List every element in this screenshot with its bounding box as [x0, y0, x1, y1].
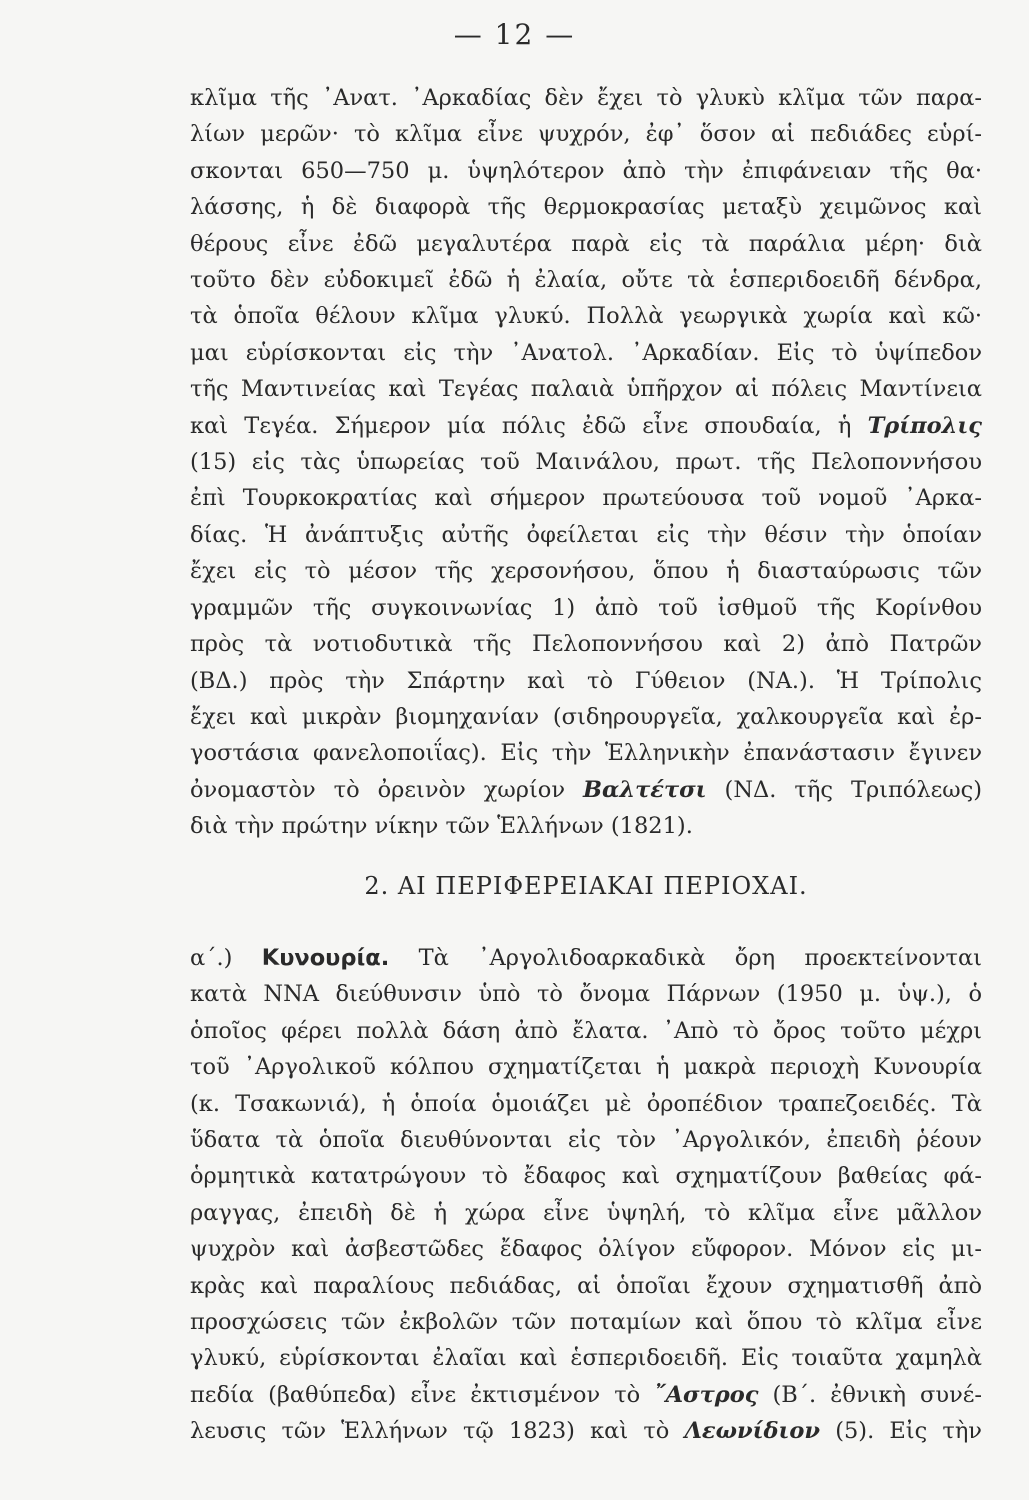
text-line: ὀνομαστὸν τὸ ὀρεινὸν χωρίον Βαλτέτσι (ΝΔ. τῆς Τριπόλεως): [190, 776, 982, 803]
place-name-valtetsi: Βαλτέτσι: [583, 776, 707, 803]
text-line: γραμμῶν τῆς συγκοινωνίας 1) ἀπὸ τοῦ ἰσθμοῦ τῆς Κορίνθου: [190, 594, 982, 621]
text-line: τὰ ὁποῖα θέλουν κλῖμα γλυκύ. Πολλὰ γεωργικὰ χωρία καὶ κῶ·: [190, 303, 982, 330]
text-line: θέρους εἶνε ἐδῶ μεγαλυτέρα παρὰ εἰς τὰ παράλια μέρη· διὰ: [190, 230, 982, 257]
place-name-astros: ῎Αστρος: [654, 1381, 759, 1408]
subsection-title-kynouria: Κυνουρία.: [261, 945, 390, 971]
text-line: λάσσης, ἡ δὲ διαφορὰ τῆς θερμοκρασίας μεταξὺ χειμῶνος καὶ: [190, 194, 982, 221]
paragraph-kynouria: [190, 940, 982, 1450]
text-line: κατὰ ΝΝΑ διεύθυνσιν ὑπὸ τὸ ὄνομα Πάρνων (1950 μ. ὑψ.), ὁ: [190, 981, 982, 1008]
text-line: γοστάσια φανελοποιΐας). Εἰς τὴν Ἑλληνικὴν ἐπανάστασιν ἔγινεν: [190, 740, 982, 767]
text-line: μαι εὑρίσκονται εἰς τὴν ᾿Ανατολ. ᾿Αρκαδίαν. Εἰς τὸ ὑψίπεδον: [190, 339, 982, 366]
text-line: (κ. Τσακωνιά), ἡ ὁποία ὁμοιάζει μὲ ὀροπέδιον τραπεζοειδές. Τὰ: [190, 1090, 982, 1117]
text-line: κλῖμα τῆς ᾿Ανατ. ᾿Αρκαδίας δὲν ἔχει τὸ γλυκὺ κλῖμα τῶν παρα-: [190, 85, 982, 111]
place-name-tripolis: Τρίπολις: [867, 412, 982, 439]
text-line: καὶ Τεγέα. Σήμερον μία πόλις ἐδῶ εἶνε σπουδαία, ἡ Τρίπολις: [190, 412, 982, 439]
text-line: γλυκύ, εὑρίσκονται ἐλαῖαι καὶ ἑσπεριδοειδῆ. Εἰς τοιαῦτα χαμηλὰ: [190, 1345, 982, 1372]
text-line: πρὸς τὰ νοτιοδυτικὰ τῆς Πελοποννήσου καὶ 2) ἀπὸ Πατρῶν: [190, 631, 982, 658]
text-line: ἐπὶ Τουρκοκρατίας καὶ σήμερον πρωτεύουσα τοῦ νομοῦ ᾿Αρκα-: [190, 485, 982, 512]
text-line: λευσις τῶν Ἑλλήνων τῷ 1823) καὶ τὸ Λεωνίδιον (5). Εἰς τὴν: [190, 1418, 982, 1445]
text-line: πεδία (βαθύπεδα) εἶνε ἐκτισμένον τὸ ῎Αστρος (Β΄. ἐθνικὴ συνέ-: [190, 1381, 983, 1408]
text-line: ἔχει εἰς τὸ μέσον τῆς χερσονήσου, ὅπου ἡ διασταύρωσις τῶν: [190, 558, 982, 585]
text-line: α΄.) Κυνουρία. Τὰ ᾿Αργολιδοαρκαδικὰ ὄρη προεκτείνονται: [190, 945, 982, 971]
text-line: τῆς Μαντινείας καὶ Τεγέας παλαιὰ ὑπῆρχον αἱ πόλεις Μαντίνεια: [190, 376, 982, 403]
text-line: σκονται 650—750 μ. ὑψηλότερον ἀπὸ τὴν ἐπιφάνειαν τῆς θα·: [190, 157, 982, 184]
section-heading: 2. ΑΙ ΠΕΡΙΦΕΡΕΙΑΚΑΙ ΠΕΡΙΟΧΑΙ.: [364, 872, 808, 900]
text-line: τοῦτο δὲν εὐδοκιμεῖ ἐδῶ ἡ ἐλαία, οὔτε τὰ ἑσπεριδοειδῆ δένδρα,: [190, 267, 982, 294]
page-number: — 12 —: [453, 18, 576, 51]
text-line: ὁρμητικὰ κατατρώγουν τὸ ἔδαφος καὶ σχηματίζουν βαθείας φά-: [190, 1163, 982, 1190]
text-line: ἔχει καὶ μικρὰν βιομηχανίαν (σιδηρουργεῖα, χαλκουργεῖα καὶ ἐρ-: [190, 703, 982, 730]
text-line: δίας. Ἡ ἀνάπτυξις αὐτῆς ὀφείλεται εἰς τὴν θέσιν τὴν ὁποίαν: [190, 521, 982, 548]
text-line: τοῦ ᾿Αργολικοῦ κόλπου σχηματίζεται ἡ μακρὰ περιοχὴ Κυνουρία: [190, 1054, 982, 1081]
text-line: (ΒΔ.) πρὸς τὴν Σπάρτην καὶ τὸ Γύθειον (ΝΑ.). Ἡ Τρίπολις: [190, 667, 982, 694]
text-line: κρὰς καὶ παραλίους πεδιάδας, αἱ ὁποῖαι ἔχουν σχηματισθῆ ἀπὸ: [190, 1272, 982, 1299]
paragraph-arcadia-tripoli: [190, 80, 982, 845]
place-name-leonidion: Λεωνίδιον: [684, 1418, 821, 1445]
text-line: (15) εἰς τὰς ὑπωρείας τοῦ Μαινάλου, πρωτ. τῆς Πελοποννήσου: [190, 449, 982, 476]
text-line: λίων μερῶν· τὸ κλῖμα εἶνε ψυχρόν, ἐφ᾿ ὅσον αἱ πεδιάδες εὑρί-: [190, 121, 982, 148]
text-line: ραγγας, ἐπειδὴ δὲ ἡ χώρα εἶνε ὑψηλή, τὸ κλῖμα εἶνε μᾶλλον: [190, 1199, 982, 1226]
text-line: διὰ τὴν πρώτην νίκην τῶν Ἑλλήνων (1821).: [190, 813, 693, 840]
text-line: ψυχρὸν καὶ ἀσβεστῶδες ἔδαφος ὀλίγον εὔφορον. Μόνον εἰς μι-: [190, 1236, 982, 1263]
text-line: προσχώσεις τῶν ἐκβολῶν τῶν ποταμίων καὶ ὅπου τὸ κλῖμα εἶνε: [190, 1309, 982, 1336]
text-line: ὕδατα τὰ ὁποῖα διευθύνονται εἰς τὸν ᾿Αργολικόν, ἐπειδὴ ῥέουν: [190, 1127, 982, 1154]
text-line: ὁποῖος φέρει πολλὰ δάση ἀπὸ ἔλατα. ᾿Απὸ τὸ ὄρος τοῦτο μέχρι: [190, 1017, 982, 1044]
